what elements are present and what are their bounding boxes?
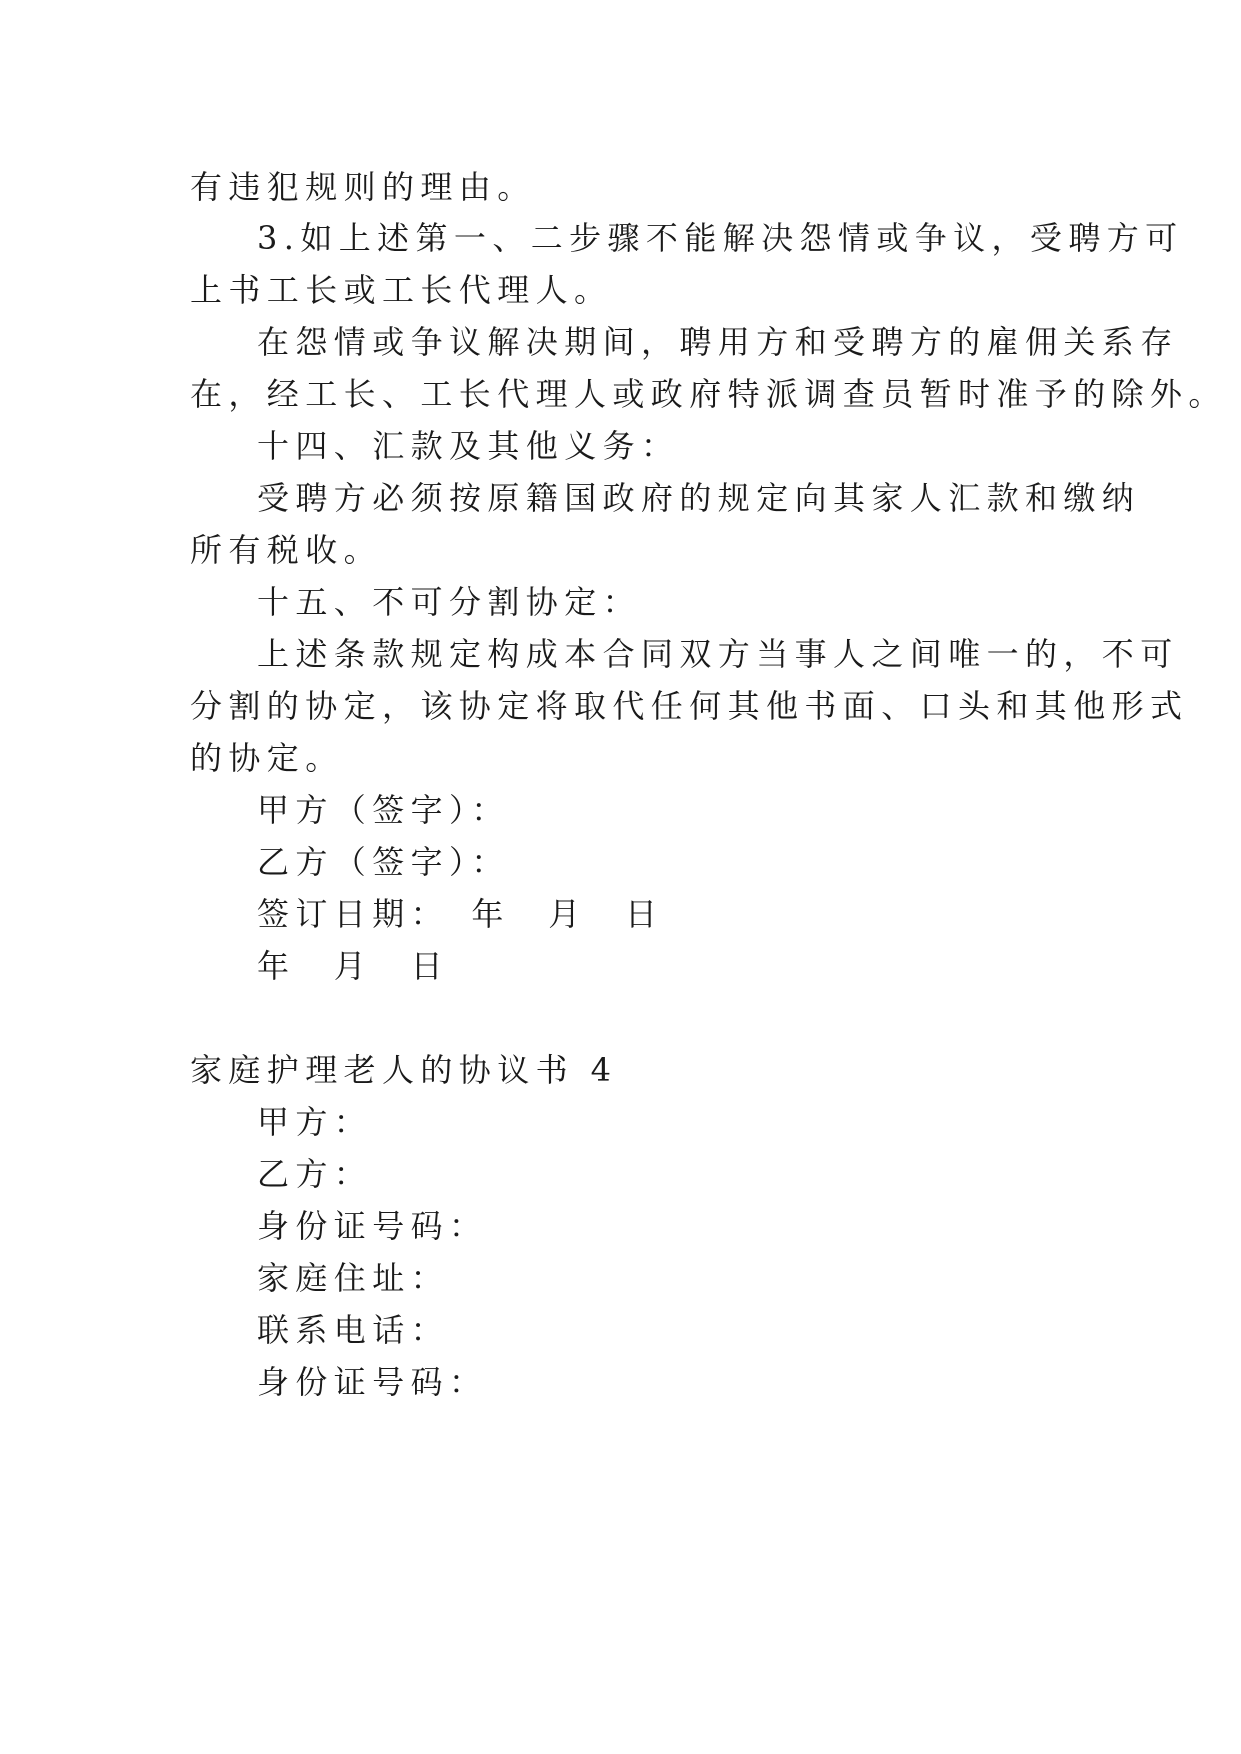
date-line: 年 月 日 <box>257 947 450 985</box>
signature-field-party-b: 乙方（签字）： <box>257 843 510 881</box>
home-address-field: 家庭住址： <box>257 1259 450 1297</box>
paragraph-line: 上书工长或工长代理人。 <box>190 271 613 309</box>
section-heading: 十五、不可分割协定： <box>257 583 642 621</box>
paragraph-line: 分割的协定，该协定将取代任何其他书面、口头和其他形式 <box>190 687 1189 725</box>
party-a-field: 甲方： <box>257 1103 373 1141</box>
paragraph-line: 有违犯规则的理由。 <box>190 168 536 206</box>
paragraph-line: 上述条款规定构成本合同双方当事人之间唯一的，不可 <box>257 635 1179 673</box>
party-b-field: 乙方： <box>257 1155 373 1193</box>
paragraph-line: 受聘方必须按原籍国政府的规定向其家人汇款和缴纳 <box>257 479 1141 517</box>
document-title: 家庭护理老人的协议书 4 <box>190 1051 618 1089</box>
id-number-field: 身份证号码： <box>257 1207 488 1245</box>
phone-field: 联系电话： <box>257 1311 450 1349</box>
paragraph-line: 所有税收。 <box>190 531 383 569</box>
signature-field-party-a: 甲方（签字）： <box>257 791 510 829</box>
paragraph-line: 在，经工长、工长代理人或政府特派调查员暂时准予的除外。 <box>190 375 1227 413</box>
paragraph-line: 的协定。 <box>190 739 344 777</box>
section-heading: 十四、汇款及其他义务： <box>257 427 680 465</box>
id-number-field: 身份证号码： <box>257 1363 488 1401</box>
signing-date-field: 签订日期： 年 月 日 <box>257 895 664 933</box>
paragraph-line: 在怨情或争议解决期间，聘用方和受聘方的雇佣关系存 <box>257 323 1179 361</box>
paragraph-line: 3.如上述第一、二步骤不能解决怨情或争议，受聘方可 <box>257 219 1184 257</box>
